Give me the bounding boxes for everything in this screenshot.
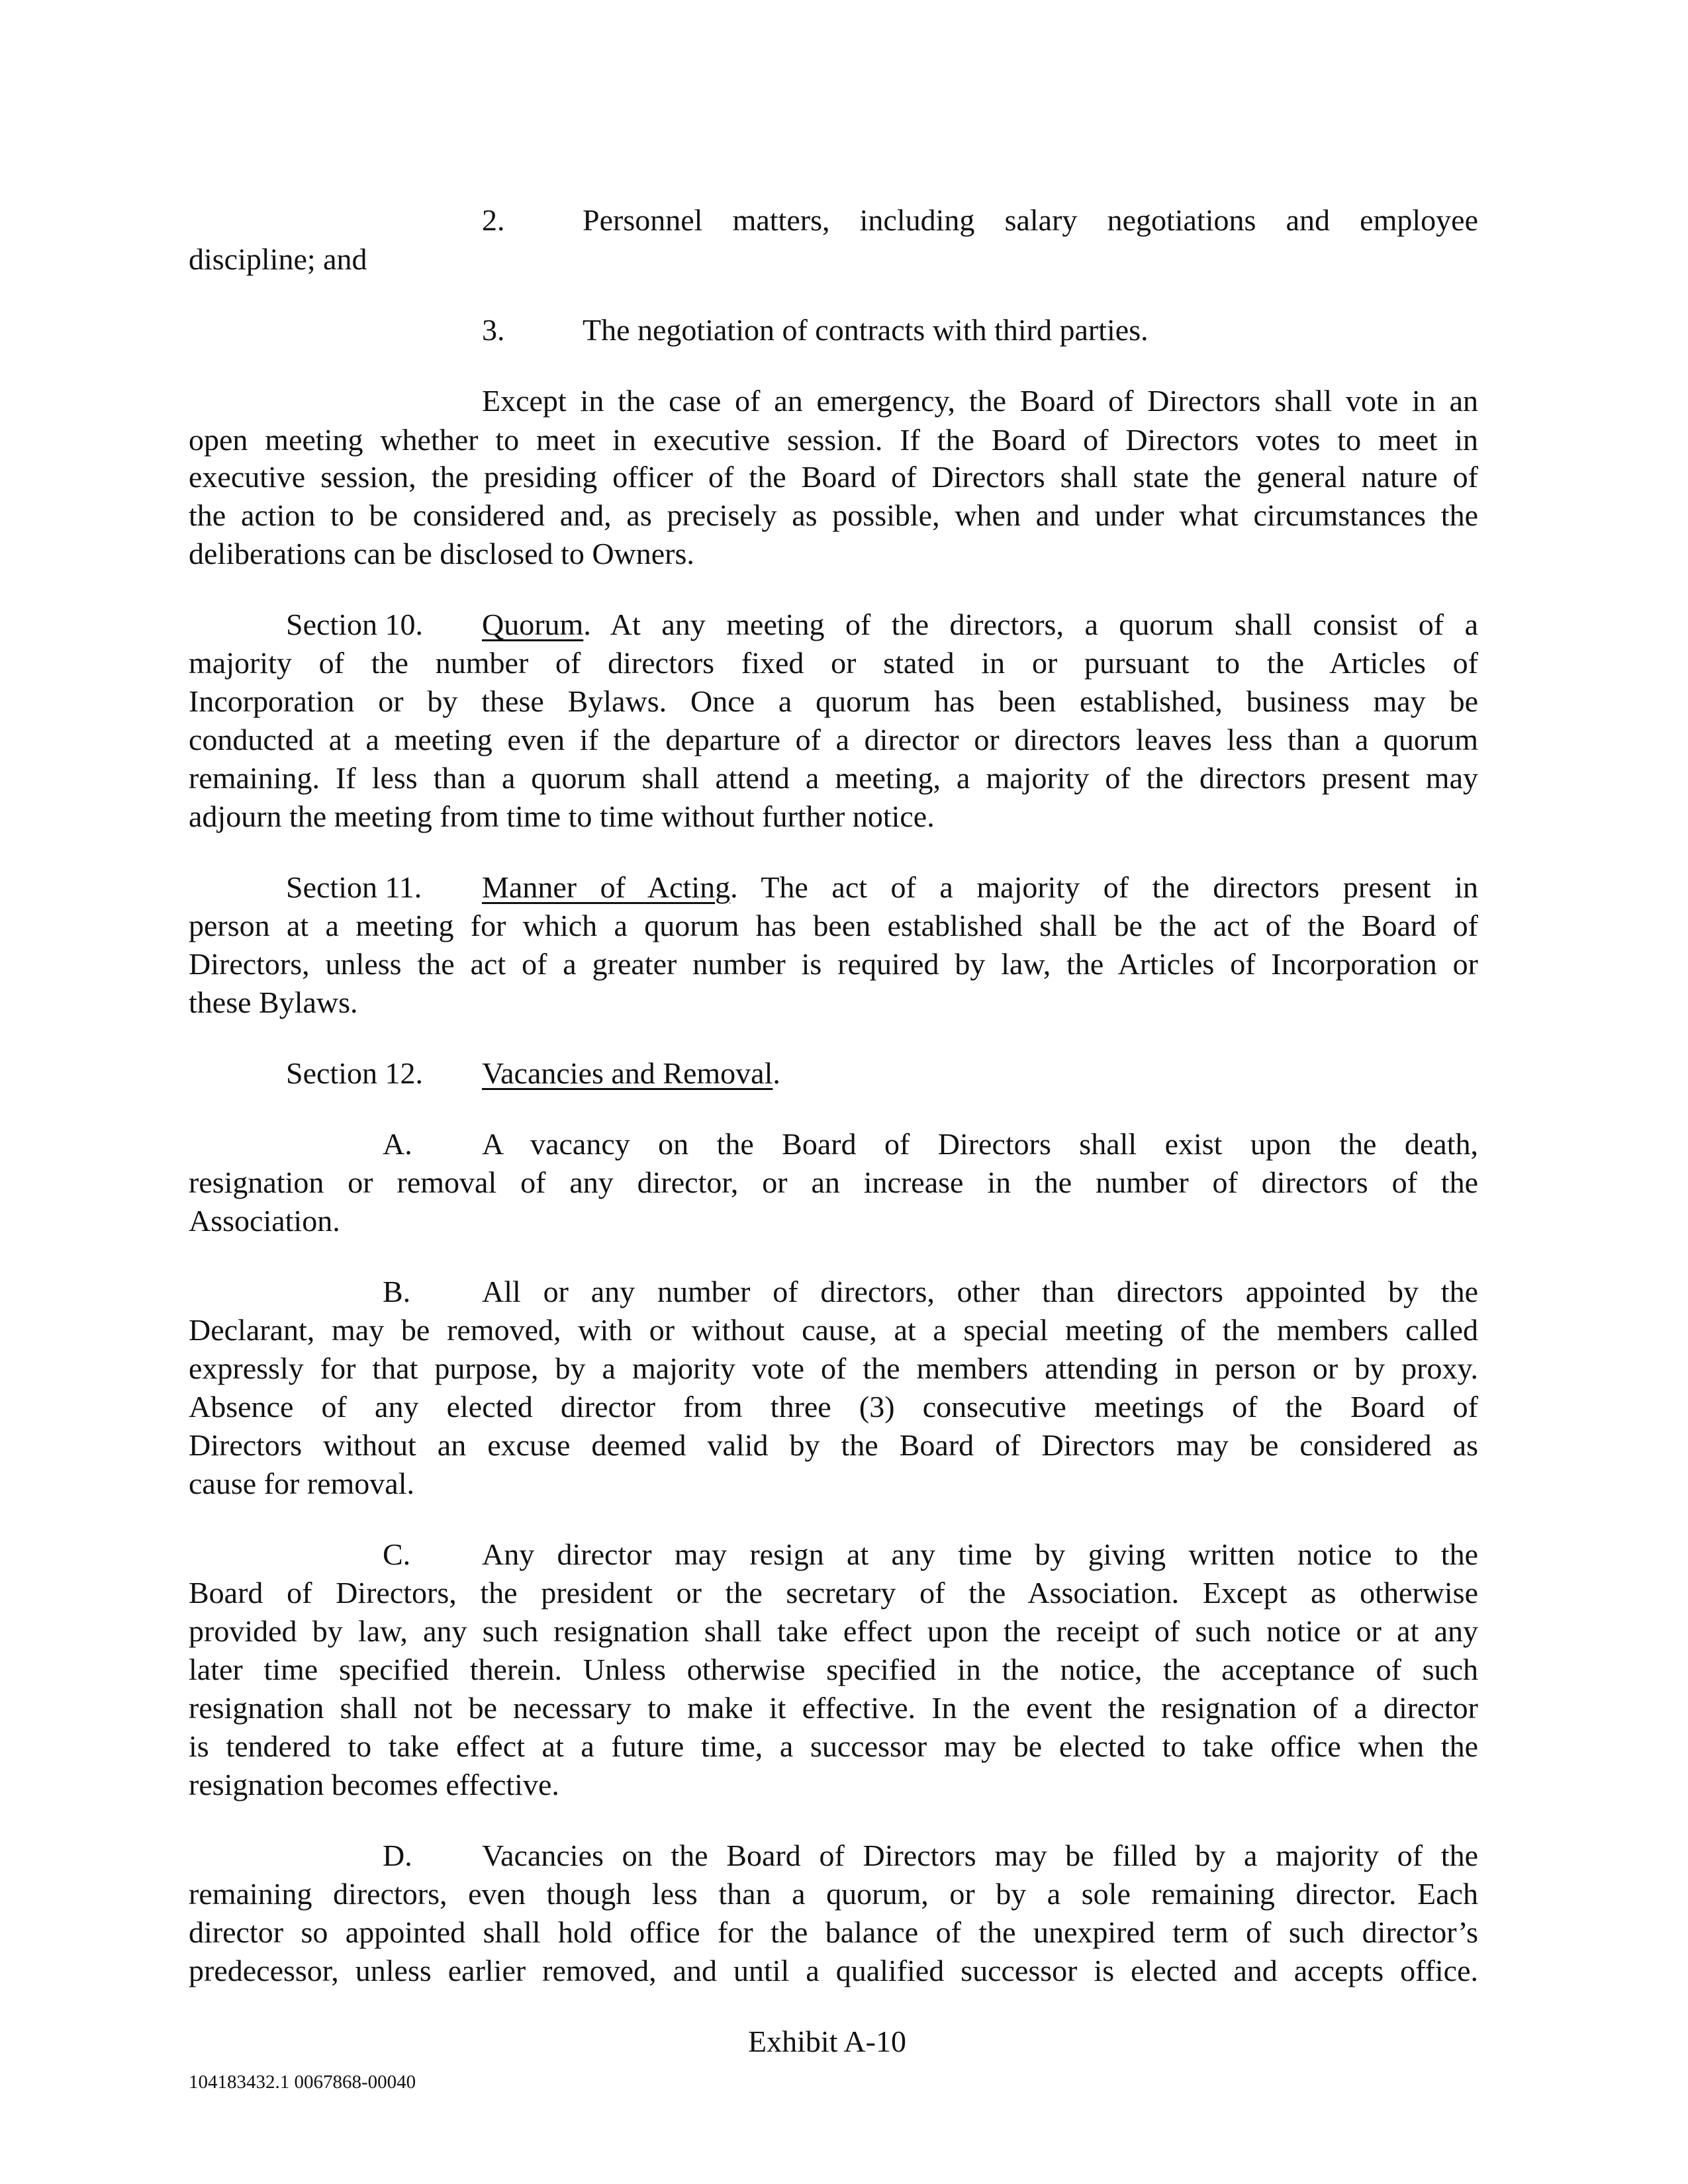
- section-12-heading: Vacancies and Removal: [482, 1056, 773, 1090]
- section-12-b-letter: B.: [383, 1275, 411, 1308]
- executive-session-line: the action to be considered and, as precisely as possible, when and under what circumstances the: [189, 498, 1478, 532]
- section-12-c-line: Board of Directors, the president or the secretary of the Association. Except as otherwise: [189, 1576, 1478, 1610]
- section-12-b-line: cause for removal.: [189, 1467, 415, 1500]
- section-12-a-line: Association.: [189, 1204, 340, 1238]
- section-10-label: Section 10.: [286, 608, 423, 641]
- section-10-line: Incorporation or by these Bylaws. Once a quorum has been established, business may be: [189, 684, 1478, 718]
- section-12-c-line: resignation becomes effective.: [189, 1768, 559, 1801]
- section-11-first-line-text: . The act of a majority of the directors present in: [730, 870, 1479, 904]
- section-12-heading-period: .: [773, 1056, 780, 1090]
- item-2-text: Personnel matters, including salary negotiations and employee: [583, 203, 1478, 237]
- item-2-continuation: discipline; and: [189, 242, 367, 276]
- section-10-line: adjourn the meeting from time to time without further notice.: [189, 799, 935, 833]
- section-12-a-letter: A.: [383, 1127, 412, 1161]
- section-12-d-letter: D.: [383, 1839, 412, 1872]
- section-10-heading: Quorum: [482, 608, 584, 641]
- section-12-heading-line: [482, 1054, 1478, 1093]
- section-12-c-line: resignation shall not be necessary to make it effective. In the event the resignation of a director: [189, 1691, 1478, 1725]
- section-11-label: Section 11.: [286, 870, 422, 904]
- section-12-c-first-line: Any director may resign at any time by giving written notice to the: [482, 1537, 1478, 1571]
- section-12-a-first-line: A vacancy on the Board of Directors shall exist upon the death,: [482, 1127, 1478, 1161]
- section-12-c-line: provided by law, any such resignation shall take effect upon the receipt of such notice or at any: [189, 1614, 1478, 1648]
- section-12-a-line: resignation or removal of any director, or an increase in the number of directors of the: [189, 1165, 1478, 1199]
- section-10-line: conducted at a meeting even if the departure of a director or directors leaves less than a quorum: [189, 723, 1478, 756]
- executive-session-line: executive session, the presiding officer of the Board of Directors shall state the general nature of: [189, 460, 1478, 494]
- section-12-d-line: predecessor, unless earlier removed, and until a qualified successor is elected and accepts office.: [189, 1954, 1478, 1987]
- section-12-b-line: expressly for that purpose, by a majority vote of the members attending in person or by proxy.: [189, 1351, 1478, 1385]
- executive-session-line: deliberations can be disclosed to Owners.: [189, 537, 694, 570]
- section-12-b-line: Declarant, may be removed, with or without cause, at a special meeting of the members called: [189, 1313, 1478, 1347]
- executive-session-line: open meeting whether to meet in executive session. If the Board of Directors votes to meet in: [189, 423, 1478, 457]
- section-11-first-line: [482, 868, 1478, 907]
- section-12-b-first-line: All or any number of directors, other than directors appointed by the: [482, 1275, 1478, 1308]
- section-11-line: Directors, unless the act of a greater number is required by law, the Articles of Incorporation or: [189, 947, 1478, 981]
- page-number: Exhibit A-10: [748, 2025, 906, 2058]
- section-12-d-line: director so appointed shall hold office for the balance of the unexpired term of such director’s: [189, 1915, 1478, 1949]
- section-12-c-line: later time specified therein. Unless otherwise specified in the notice, the acceptance of such: [189, 1653, 1478, 1686]
- section-10-first-line-text: . At any meeting of the directors, a quorum shall consist of a: [583, 608, 1478, 641]
- section-12-c-letter: C.: [383, 1537, 411, 1571]
- section-11-heading: Manner of Acting: [482, 870, 731, 904]
- item-3-number: 3.: [482, 313, 505, 347]
- section-12-b-line: Absence of any elected director from three (3) consecutive meetings of the Board of: [189, 1390, 1478, 1424]
- section-12-c-line: is tendered to take effect at a future time, a successor may be elected to take office when the: [189, 1729, 1478, 1763]
- section-11-line: these Bylaws.: [189, 985, 358, 1019]
- section-12-label: Section 12.: [286, 1056, 423, 1090]
- section-12-b-line: Directors without an excuse deemed valid by the Board of Directors may be considered as: [189, 1428, 1478, 1462]
- section-11-line: person at a meeting for which a quorum has been established shall be the act of the Board of: [189, 909, 1478, 942]
- section-10-first-line: [482, 606, 1478, 644]
- item-2-number: 2.: [482, 203, 505, 237]
- section-10-line: majority of the number of directors fixed or stated in or pursuant to the Articles of: [189, 646, 1478, 680]
- section-12-d-first-line: Vacancies on the Board of Directors may be filled by a majority of the: [482, 1839, 1478, 1872]
- section-10-line: remaining. If less than a quorum shall attend a meeting, a majority of the directors present may: [189, 761, 1478, 795]
- section-12-d-line: remaining directors, even though less than a quorum, or by a sole remaining director. Each: [189, 1877, 1478, 1911]
- executive-session-line: Except in the case of an emergency, the Board of Directors shall vote in an: [482, 384, 1478, 418]
- item-3-text: The negotiation of contracts with third parties.: [583, 313, 1149, 347]
- document-id: 104183432.1 0067868-00040: [189, 2071, 416, 2093]
